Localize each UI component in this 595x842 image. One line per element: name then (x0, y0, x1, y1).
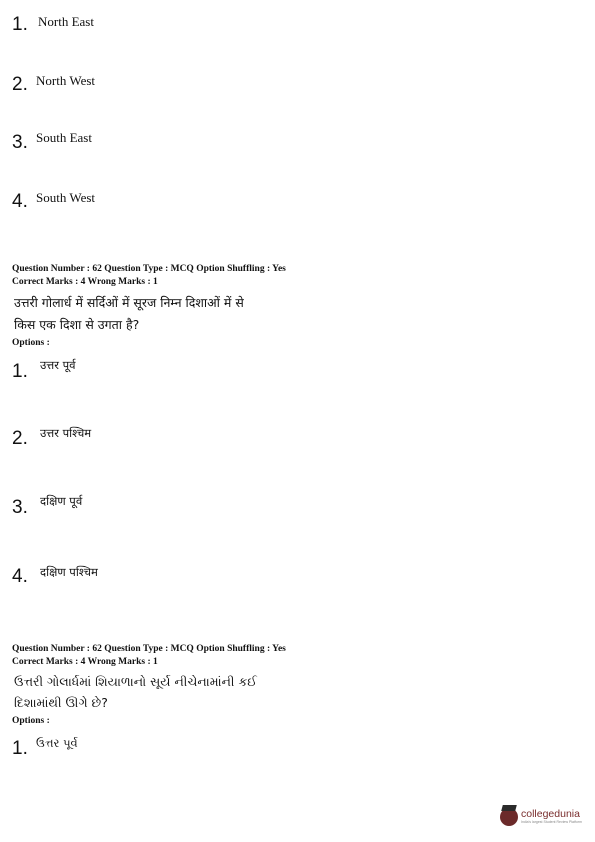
option-number: 4 (12, 566, 23, 587)
option-text: दक्षिण पूर्व (40, 494, 83, 508)
option-text: North West (36, 73, 96, 88)
option-number: 1 (12, 361, 23, 382)
question-line: किस एक दिशा से उगता है? (14, 317, 140, 332)
options-label: Options : (12, 716, 50, 726)
option-3: 3. (12, 497, 28, 518)
options-label: Options : (12, 338, 50, 348)
option-text: उत्तर पूर्व (40, 358, 76, 372)
option-number: 2 (12, 428, 23, 449)
option-number: 3 (12, 132, 23, 153)
option-text: उत्तर पश्चिम (40, 426, 92, 440)
marks-meta: Correct Marks : 4 Wrong Marks : 1 (12, 657, 158, 667)
option-number: 3 (12, 497, 23, 518)
option-1: 1. (12, 361, 28, 382)
option-text: ઉત્તર પૂર્વ (36, 736, 78, 750)
option-number: 1 (12, 738, 23, 759)
option-4: 4. (12, 191, 28, 212)
question-meta: Question Number : 62 Question Type : MCQ Option Shuffling : Yes (12, 264, 286, 274)
option-text: North East (38, 14, 94, 29)
question-meta: Question Number : 62 Question Type : MCQ Option Shuffling : Yes (12, 644, 286, 654)
logo-tagline: India's largest Student Review Platform (521, 820, 582, 824)
question-line: ઉત્તરી ગોલાર્ધમાં શિયાળાનો સૂર્ય નીચેનામાંની કઈ (14, 674, 257, 689)
option-text: दक्षिण पश्चिम (40, 565, 98, 579)
option-number: 1 (12, 14, 23, 35)
option-1: 1. (12, 14, 28, 35)
collegedunia-logo (500, 808, 582, 826)
option-number: 2 (12, 74, 23, 95)
option-2: 2. (12, 74, 28, 95)
option-3: 3. (12, 132, 28, 153)
option-4: 4. (12, 566, 28, 587)
graduate-cap-icon (500, 808, 518, 826)
question-line: દિશામાંથી ઊગે છે? (14, 695, 108, 710)
option-text: South East (36, 130, 92, 145)
question-line: उत्तरी गोलार्ध में सर्दिओं में सूरज निम्न दिशाओं में से (14, 295, 244, 310)
option-number: 4 (12, 191, 23, 212)
option-2: 2. (12, 428, 28, 449)
marks-meta: Correct Marks : 4 Wrong Marks : 1 (12, 277, 158, 287)
option-1: 1. (12, 738, 28, 759)
option-text: South West (36, 190, 96, 205)
logo-name: collegedunia (521, 808, 580, 820)
